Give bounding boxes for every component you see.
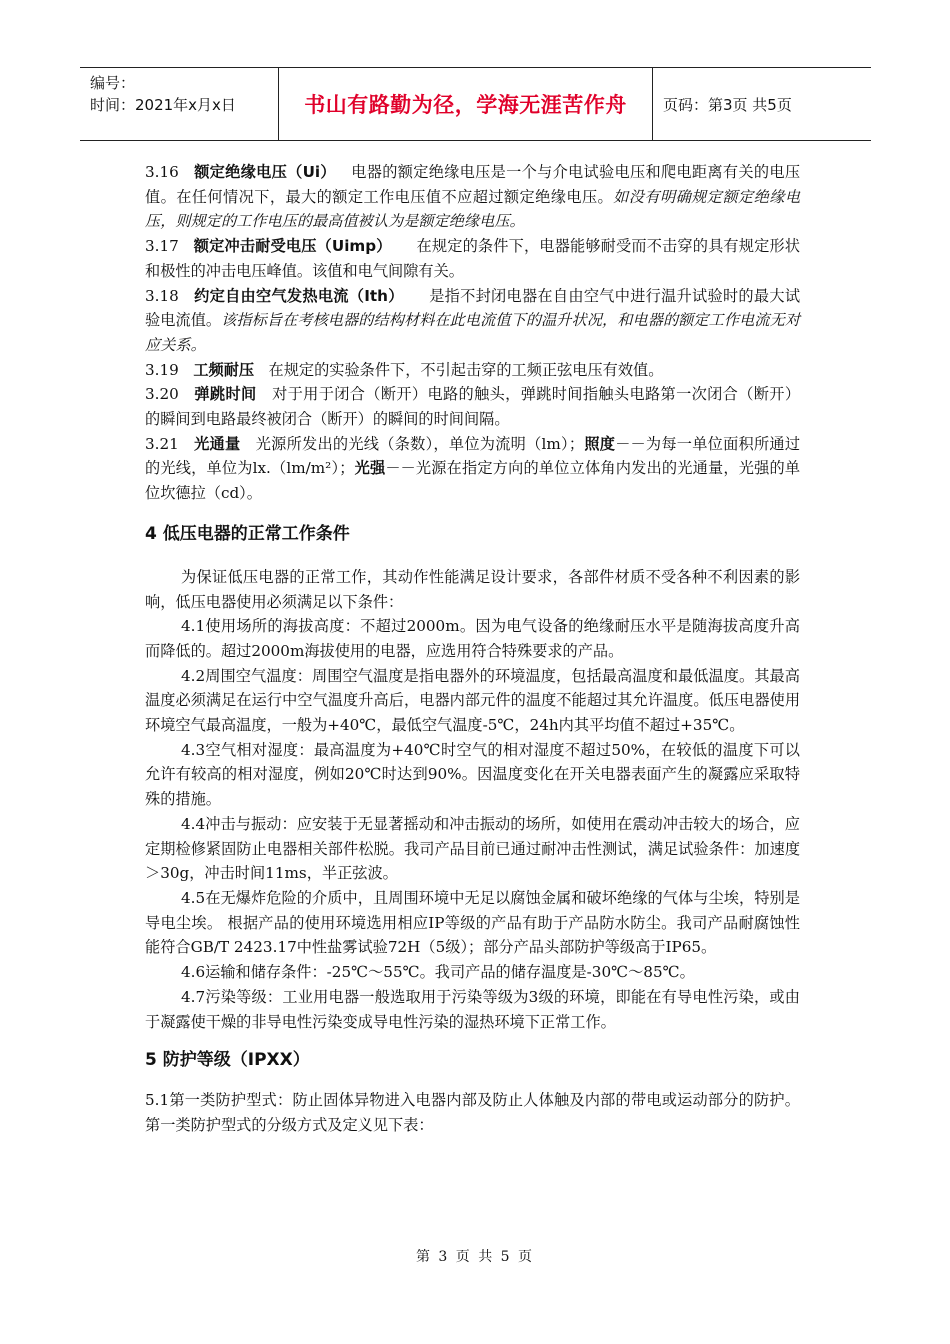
section-5-heading: 5 防护等级（IPXX） [145,1050,310,1071]
term-illuminance: 照度 [584,434,616,453]
definition: 在规定的实验条件下，不引起击穿的工频正弦电压有效值。 [268,360,664,379]
section-3-20 [145,382,800,431]
section-number: 3.17 [145,237,179,256]
header-motto: 书山有路勤为径，学海无涯苦作舟 [304,93,627,117]
list-item: 4.5在无爆炸危险的介质中，且周围环境中无足以腐蚀金属和破坏绝缘的气体与尘埃，特别是导电尘埃。 根据产品的使用环境选用相应IP等级的产品有助于产品防水防尘。我司产品耐腐蚀性能符合GB/T 2423.17中性盐雾试验72H（5级）；部分产品头部防护等级高于IP65。 [145,888,800,957]
section-number: 3.19 [145,360,179,379]
definition: 是指不封闭电器在自由空气中进行温升试验时的最大试验电流值。 [145,286,801,330]
definition-note: 该指标旨在考核电器的结构材料在此电流值下的温升状况，和电器的额定工作电流无对应关系。 [145,311,801,354]
definition-intensity: －－光源在指定方向的单位立体角内发出的光通量，光强的单位坎德拉（cd）。 [145,459,801,503]
term: 工频耐压 [193,360,255,379]
list-item: 4.7污染等级：工业用电器一般选取用于污染等级为3级的环境，即能在有导电性污染，或由于凝露使干燥的非导电性污染变成导电性污染的湿热环境下正常工作。 [145,987,800,1031]
definition-illuminance: －－为每一单位面积所通过的光线，单位为lx.（lm/m²）； [145,434,801,478]
header-time: 时间：2021年x月x日 [90,96,236,114]
section-3-19 [145,358,800,383]
term: 光通量 [194,434,241,453]
term: 约定自由空气发热电流（Ith） [194,286,404,305]
header-page-info: 页码：第3页 共5页 [663,95,792,114]
list-item: 4.1使用场所的海拔高度：不超过2000m。因为电气设备的绝缘耐压水平是随海拔高度升高而降低的。超过2000m海拔使用的电器，应选用符合特殊要求的产品。 [145,617,800,660]
definition: 电器的额定绝缘电压是一个与介电试验电压和爬电距离有关的电压值。在任何情况下，最大的额定工作电压值不应超过额定绝缘电压。 [145,163,801,206]
section-number: 3.20 [145,385,179,404]
section-number: 3.21 [145,434,179,453]
definition: 在规定的条件下，电器能够耐受而不击穿的具有规定形状和极性的冲击电压峰值。该值和电气间隙有关。 [145,237,800,280]
section-3-17 [145,234,800,283]
page-footer: 第 3 页 共 5 页 [415,1249,535,1265]
term-intensity: 光强 [354,459,386,478]
term: 额定绝缘电压（Ui） [194,163,336,181]
header-meta [80,68,279,140]
section-4-intro: 为保证低压电器的正常工作，其动作性能满足设计要求，各部件材质不受各种不利因素的影响，低压电器使用必须满足以下条件： [145,567,800,611]
section-3-18 [145,284,800,358]
list-item: 4.4冲击与振动：应安装于无显著摇动和冲击振动的场所，如使用在震动冲击较大的场合，应定期检修紧固防止电器相关部件松脱。我司产品目前已通过耐冲击性测试，满足试验条件：加速度＞30g，冲击时间11ms，半正弦波。 [145,814,800,883]
list-item: 4.2周围空气温度：周围空气温度是指电器外的环境温度，包括最高温度和最低温度。其最高温度必须满足在运行中空气温度升高后，电器内部元件的温度不能超过其允许温度。低压电器使用环境空气最高温度，一般为+40℃，最低空气温度-5℃，24h内其平均值不超过+35℃。 [145,666,800,735]
header-motto-cell [279,68,653,140]
list-item: 4.6运输和储存条件：-25℃～55℃。我司产品的储存温度是-30℃～85℃。 [181,963,695,982]
page-header [80,67,871,141]
section-4-heading: 4 低压电器的正常工作条件 [145,523,350,544]
section-3-16 [145,160,800,234]
section-3-21 [145,432,800,506]
section-5-1: 5.1第一类防护型式：防止固体异物进入电器内部及防止人体触及内部的带电或运动部分的防护。第一类防护型式的分级方式及定义见下表： [145,1091,800,1134]
page-content [145,160,800,1138]
term: 弹跳时间 [194,385,257,404]
section-number: 3.18 [145,286,179,305]
definition: 对于用于闭合（断开）电路的触头，弹跳时间指触头电路第一次闭合（断开）的瞬间到电路最终被闭合（断开）的瞬间的时间间隔。 [145,385,801,429]
list-item: 4.3空气相对湿度：最高温度为+40℃时空气的相对湿度不超过50%，在较低的温度下可以允许有较高的相对湿度，例如20℃时达到90%。因温度变化在开关电器表面产生的凝露应采取特殊的措施。 [145,740,800,809]
header-number: 编号： [90,74,136,92]
section-number: 3.16 [145,163,179,181]
term: 额定冲击耐受电压（Uimp） [193,237,392,256]
definition-note: 如没有明确规定额定绝缘电压，则规定的工作电压的最高值被认为是额定绝缘电压。 [145,187,801,231]
definition: 光源所发出的光线（条数），单位为流明（lm）； [255,434,585,453]
